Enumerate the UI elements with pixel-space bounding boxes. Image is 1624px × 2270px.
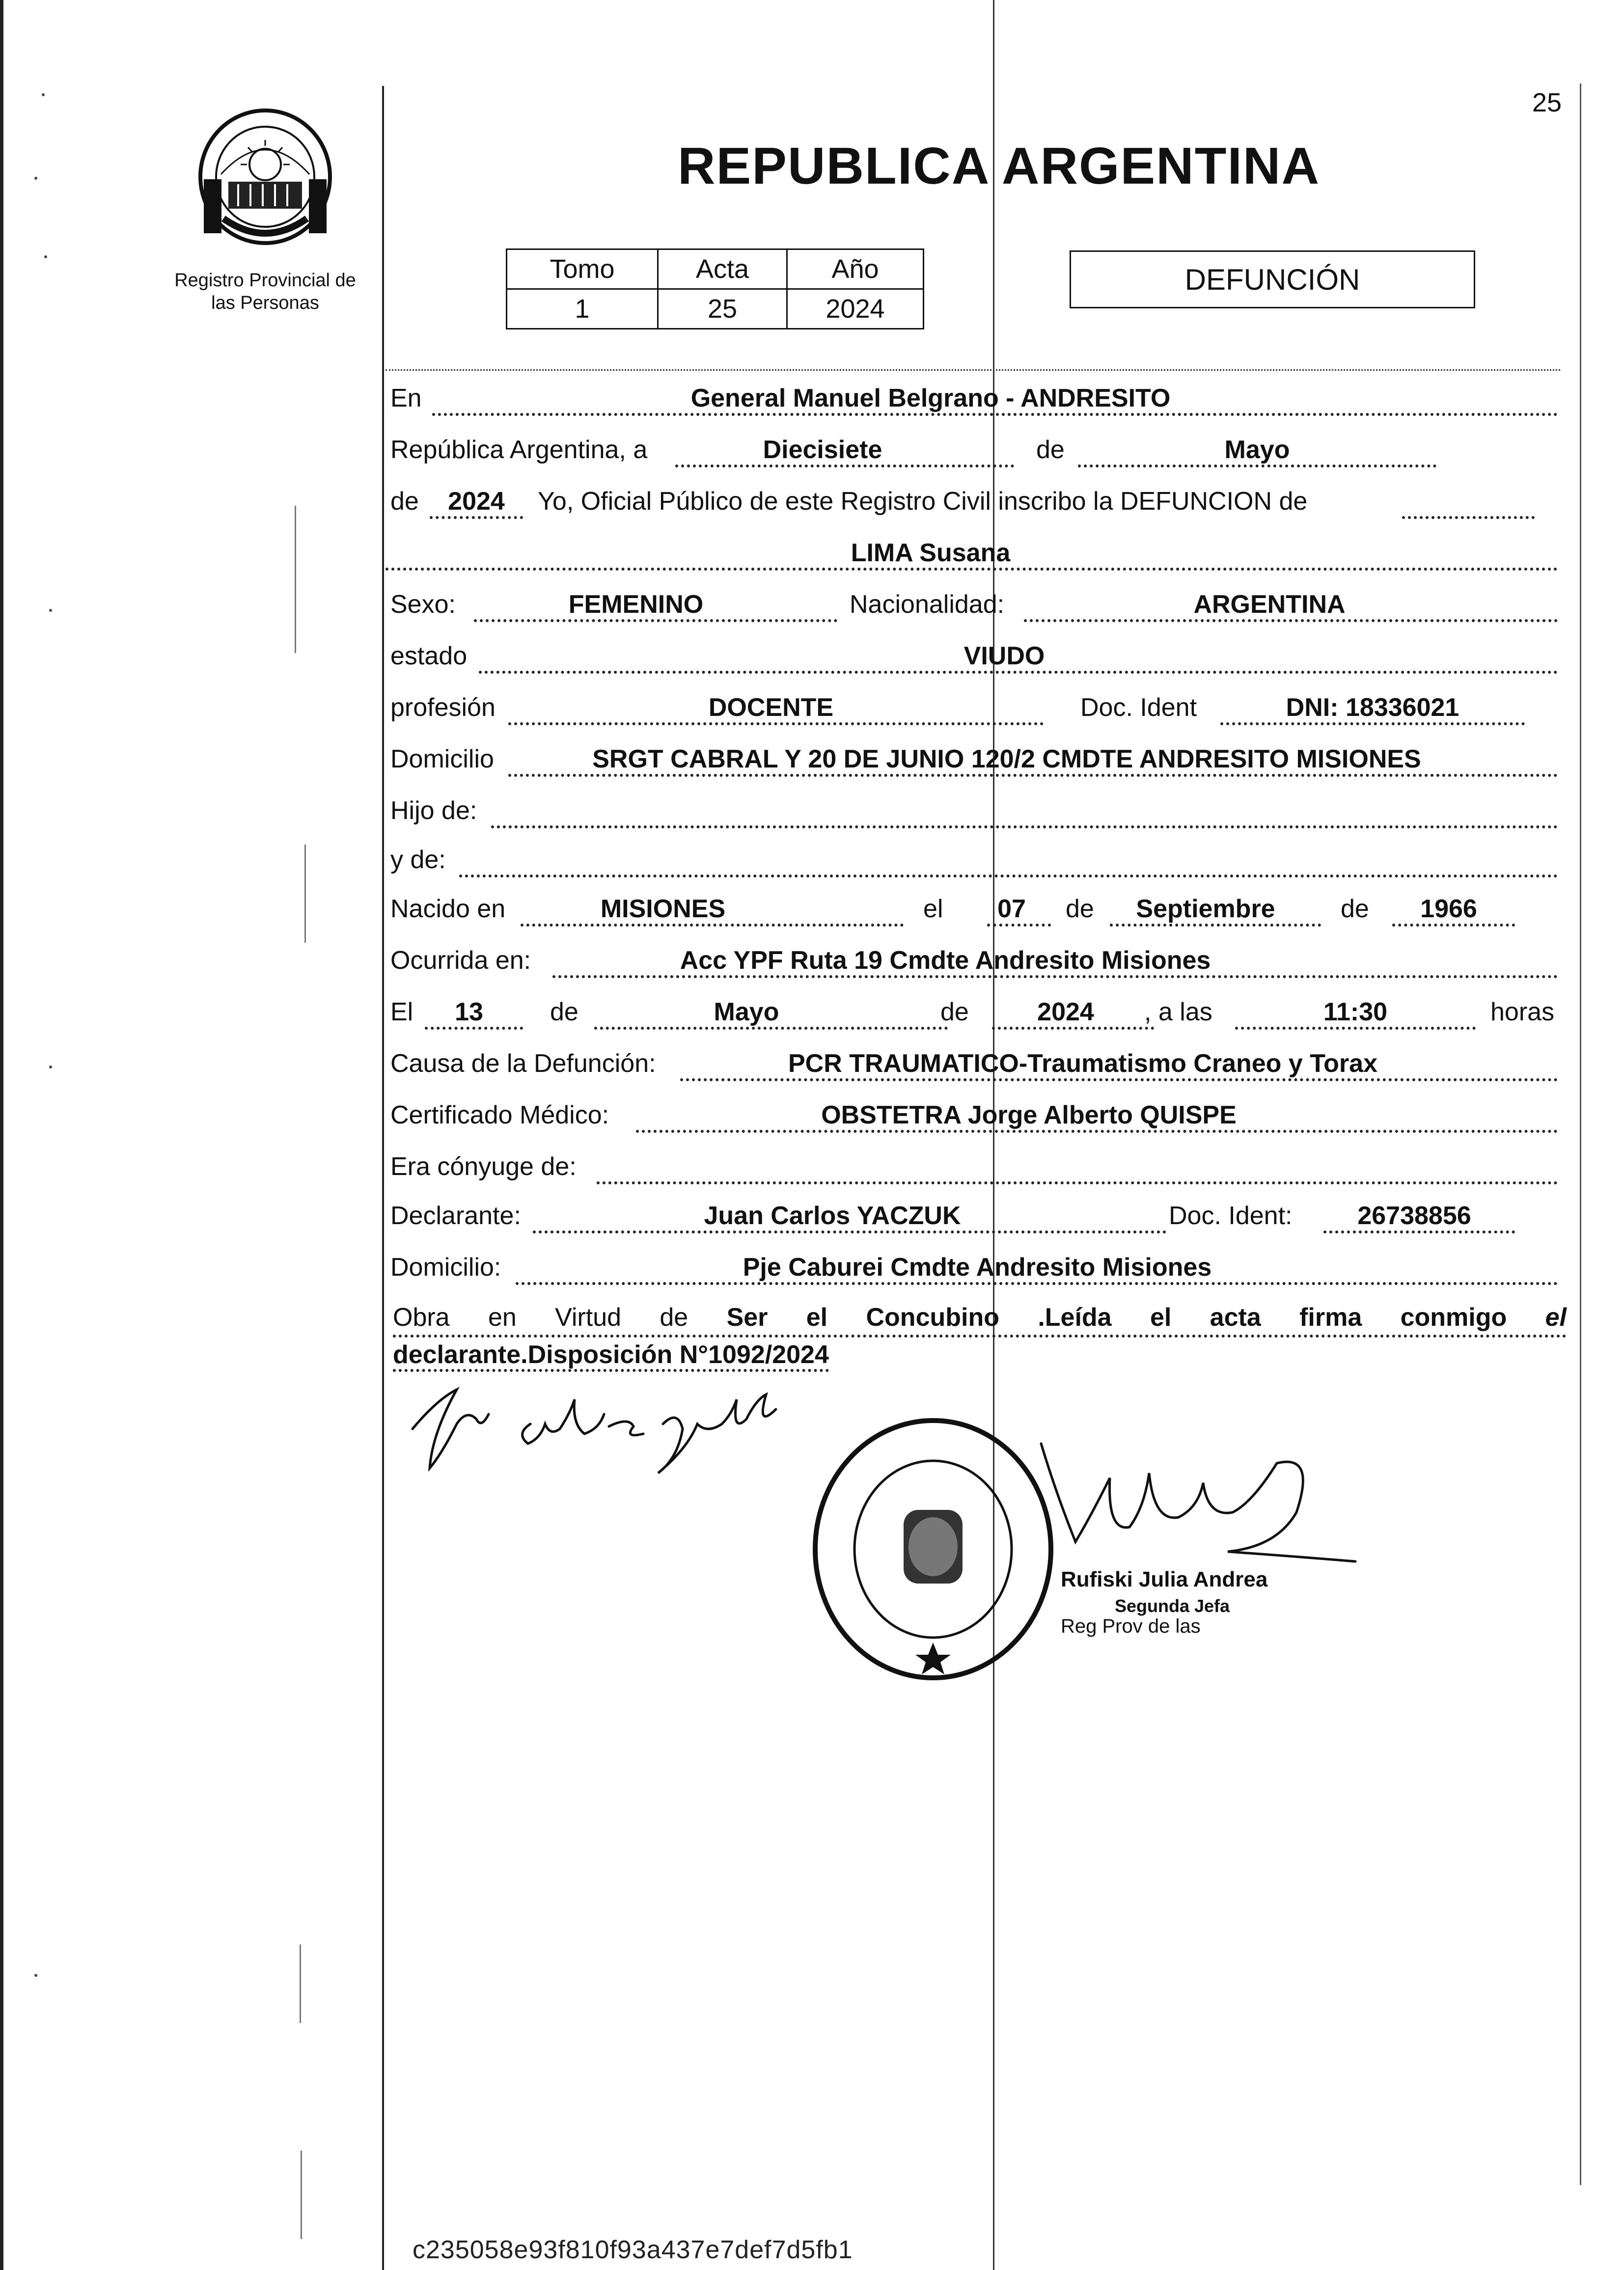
record-header-row [507,249,924,289]
obra-word: en [488,1303,517,1332]
hijo-label: Hijo de: [390,796,477,825]
acta-header: Acta [658,249,787,289]
nacionalidad-value: ARGENTINA [1193,590,1346,619]
birth-year: 1966 [1420,895,1477,923]
obra-value-word: Ser [726,1303,768,1332]
row-causa [390,1046,1558,1085]
estado-value: VIUDO [963,642,1045,670]
de-label-1: de [1036,436,1065,464]
anio-value: 2024 [787,289,924,329]
page-number: 25 [1532,88,1562,117]
en-label: En [390,384,422,412]
document-type: DEFUNCIÓN [1184,263,1360,296]
birth-day: 07 [997,895,1026,923]
scan-speck [34,1974,37,1977]
certificado-label: Certificado Médico: [390,1101,609,1129]
docid-label: Doc. Ident [1080,693,1197,722]
causa-label: Causa de la Defunción: [390,1049,656,1078]
obra-value-word: Concubino [866,1303,999,1332]
row-ocurrida [390,943,1558,982]
obra-value-word: el [806,1303,828,1332]
page-frame-line [382,86,384,2270]
day-value: Diecisiete [763,436,882,464]
obra-value-word: el [1545,1303,1567,1332]
docid2-value: 26738856 [1357,1202,1471,1230]
death-year: 2024 [1037,998,1094,1026]
obra-line-2: declarante.Disposición N°1092/2024 [393,1340,829,1372]
official-office: Reg Prov de las [1061,1615,1201,1637]
margin-mark [295,506,296,653]
obra-value-word: acta [1210,1303,1261,1332]
month-value: Mayo [1224,436,1290,464]
el-label-2: El [390,998,413,1026]
anio-header: Año [787,249,924,289]
ocurrida-label: Ocurrida en: [390,946,531,975]
declarante-value: Juan Carlos YACZUK [704,1202,961,1230]
causa-value: PCR TRAUMATICO-Traumatismo Craneo y Torax [788,1049,1377,1078]
obra-value-word: firma [1299,1303,1362,1332]
row-nacido [390,891,1558,930]
obra-value-word: conmigo [1400,1303,1507,1332]
domicilio2-value: Pje Caburei Cmdte Andresito Misiones [743,1253,1212,1282]
row-fecha [390,432,1558,471]
alas-label: , a las [1144,998,1212,1026]
official-role: Segunda Jefa [1115,1596,1230,1616]
acta-value: 25 [658,289,787,329]
row-profesion [390,690,1558,729]
row-estado [390,638,1558,678]
obra-word: Virtud [555,1303,622,1332]
tomo-value: 1 [507,289,658,329]
obra-value-word: .Leída [1038,1303,1112,1332]
row-oficial [390,484,1558,523]
estado-label: estado [390,642,468,670]
obra-value-word: el [1150,1303,1172,1332]
docid2-label: Doc. Ident: [1169,1202,1293,1230]
death-day: 13 [455,998,483,1026]
document-type-box [1070,250,1475,308]
domicilio2-label: Domicilio: [390,1253,501,1282]
official-name: Rufiski Julia Andrea [1061,1567,1268,1591]
obra-line-1 [393,1300,1567,1338]
tomo-header: Tomo [507,249,658,289]
obra-paragraph [393,1300,1567,1372]
row-separator [385,369,1560,371]
conyuge-label: Era cónyuge de: [390,1152,577,1181]
deceased-name: LIMA Susana [851,539,1011,567]
registry-label: Registro Provincial de las Personas [174,270,356,313]
death-month: Mayo [714,998,779,1026]
row-declarante [390,1198,1558,1237]
sexo-value: FEMENINO [568,590,704,619]
domicilio-value: SRGT CABRAL Y 20 DE JUNIO 120/2 CMDTE ANDRESITO MISIONES [592,745,1421,773]
record-value-row [507,289,924,329]
republica-label: República Argentina, a [390,436,648,464]
provincial-seal [194,106,336,248]
de-label-4: de [1341,895,1369,923]
row-sexo [390,587,1558,626]
margin-mark [304,845,306,943]
row-fecha-defuncion [390,994,1558,1034]
profesion-value: DOCENTE [708,693,834,722]
death-time: 11:30 [1323,998,1388,1026]
certificado-value: OBSTETRA Jorge Alberto QUISPE [821,1101,1237,1129]
binding-edge-line [0,0,3,2270]
declarant-signature [403,1370,845,1483]
row-domicilio-declarante [390,1250,1558,1289]
en-value: General Manuel Belgrano - ANDRESITO [690,384,1171,412]
row-conyuge [390,1149,1558,1188]
domicilio-label: Domicilio [390,745,494,773]
declarante-label: Declarante: [390,1202,521,1230]
sexo-label: Sexo: [390,590,456,619]
scan-speck [34,177,37,180]
scan-speck [42,93,45,96]
profesion-label: profesión [390,693,495,722]
de-label-2: de [390,487,419,516]
yde-label: y de: [390,846,446,874]
row-yde [390,842,1558,881]
birth-month: Septiembre [1136,895,1275,923]
docid-value: DNI: 18336021 [1286,693,1459,722]
obra-word: de [660,1303,688,1332]
oficial-text: Yo, Oficial Público de este Registro Civil inscribo la DEFUNCION de [538,487,1308,516]
nacido-value: MISIONES [600,895,726,923]
nacionalidad-label: Nacionalidad: [850,590,1005,619]
right-frame-line [1580,83,1581,2185]
de-label-3: de [1066,895,1094,923]
el-label: el [923,895,943,923]
obra-word: Obra [393,1303,450,1332]
year-value: 2024 [448,487,505,516]
row-en [390,381,1558,420]
row-certificado [390,1097,1558,1137]
scan-speck [44,255,47,258]
horas-label: horas [1490,998,1555,1026]
de-label-6: de [940,998,969,1026]
document-hash: c235058e93f810f93a437e7def7d5fb1 [413,2236,853,2264]
scan-speck [49,1066,52,1068]
margin-mark [300,1944,301,2023]
scan-speck [49,609,52,612]
margin-mark [301,2151,302,2239]
document-title: REPUBLICA ARGENTINA [678,137,1321,195]
de-label-5: de [550,998,578,1026]
record-reference-table [506,248,924,329]
ocurrida-value: Acc YPF Ruta 19 Cmdte Andresito Misiones [680,946,1211,975]
nacido-label: Nacido en [390,895,506,923]
row-domicilio [390,741,1558,781]
row-nombre [390,535,1558,574]
row-hijo [390,793,1558,832]
